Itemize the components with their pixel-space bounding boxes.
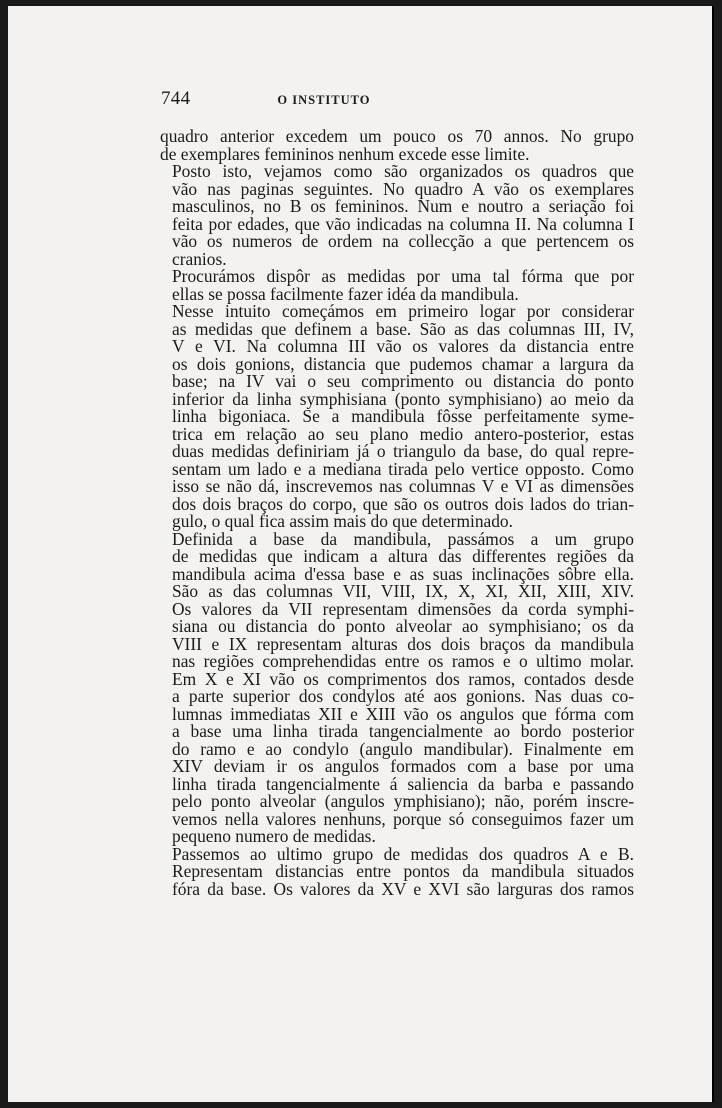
paragraph xyxy=(160,163,634,268)
text-line: Os valores da VII representam dimensões da corda symphi- xyxy=(172,598,634,619)
text-line: base; na IV vai o seu comprimento ou distancia do ponto xyxy=(172,371,634,391)
text-line: Definida a base da mandibula, passámos a um grupo xyxy=(172,528,634,549)
text-line: Posto isto, vejamos como são organizados os quadros que xyxy=(172,161,634,181)
text-line: os dois gonions, distancia que pudemos chamar a largura da xyxy=(172,353,634,374)
text-line: a base uma linha tirada tangencialmente ao bordo posterior xyxy=(172,721,634,741)
page-header xyxy=(161,88,461,110)
text-line: vão nas paginas seguintes. No quadro A vão os exemplares xyxy=(172,178,634,199)
text-line: isso se não dá, inscrevemos nas columnas V e VI as dimensões xyxy=(172,476,634,496)
text-line: Nesse intuito começámos em primeiro logar por considerar xyxy=(172,301,634,321)
text-line: de medidas que indicam a altura das differentes regiões da xyxy=(172,546,634,566)
text-line: trica em relação ao seu plano medio antero-posterior, estas xyxy=(172,423,634,444)
text-line: cranios. xyxy=(172,248,227,269)
text-line: nas regiões comprehendidas entre os ramos e o ultimo molar. xyxy=(172,651,634,671)
paragraph xyxy=(160,303,634,531)
paragraph xyxy=(160,528,634,846)
paragraph xyxy=(160,843,634,899)
text-line: vemos nella valores nenhuns, porque só conseguimos fazer um xyxy=(172,808,634,829)
running-title: O INSTITUTO xyxy=(277,93,371,107)
text-line: pequeno numero de medidas. xyxy=(172,826,376,846)
body-text xyxy=(160,128,634,898)
text-line: as medidas que definem a base. São as das columnas III, IV, xyxy=(172,318,634,339)
text-line: pelo ponto alveolar (angulos ymphisiano); não, porém inscre- xyxy=(172,791,634,811)
text-line: de exemplares femininos nenhum excede esse limite. xyxy=(160,143,530,164)
text-line: sentam um lado e a mediana tirada pelo vertice opposto. Como xyxy=(172,458,634,479)
text-line: inferior da linha symphisiana (ponto symphisiano) ao meio da xyxy=(172,388,634,409)
text-line: do ramo e ao condylo (angulo mandibular). Finalmente em xyxy=(172,738,634,759)
text-line: XIV deviam ir os angulos formados com a base por uma xyxy=(172,756,634,776)
text-line: gulo, o qual fica assim mais do que determinado. xyxy=(172,511,513,531)
text-line: quadro anterior excedem um pouco os 70 annos. No grupo xyxy=(160,126,634,146)
text-line: a parte superior dos condylos até aos gonions. Nas duas co- xyxy=(172,686,634,706)
text-line: V e VI. Na columna III vão os valores da distancia entre xyxy=(172,336,634,356)
text-line: Representam distancias entre pontos da mandibula situados xyxy=(172,861,634,881)
text-line: linha tirada tangencialmente á saliencia da barba e passando xyxy=(172,773,634,794)
text-line: mandibula acima d'essa base e as suas inclinações sôbre ella. xyxy=(172,563,634,584)
text-line: siana ou distancia do ponto alveolar ao symphisiano; os da xyxy=(172,616,634,636)
text-line: dos dois braços do corpo, que são os outros dois lados do trian- xyxy=(172,493,634,514)
text-line: Procurámos dispôr as medidas por uma tal fórma que por xyxy=(172,266,634,286)
text-line: masculinos, no B os femininos. Num e noutro a seriação foi xyxy=(172,196,634,216)
paragraph xyxy=(160,268,634,303)
text-line: VIII e IX representam alturas dos dois braços da mandibula xyxy=(172,633,634,654)
text-line: Passemos ao ultimo grupo de medidas dos quadros A e B. xyxy=(172,843,634,864)
text-line: feita por edades, que vão indicadas na columna II. Na columna I xyxy=(172,213,634,234)
text-line: vão os numeros de ordem na collecção a que pertencem os xyxy=(172,231,634,251)
paragraph xyxy=(160,128,634,163)
book-page xyxy=(8,6,714,1102)
text-line: fóra da base. Os valores da XV e XVI são larguras dos ramos xyxy=(172,878,634,899)
text-line: Em X e XI vão os comprimentos dos ramos, contados desde xyxy=(172,668,634,689)
text-line: lumnas immediatas XII e XIII vão os angulos que fórma com xyxy=(172,703,634,724)
text-line: duas medidas definiriam já o triangulo da base, do qual repre- xyxy=(172,441,634,461)
text-line: ellas se possa facilmente fazer idéa da mandibula. xyxy=(172,283,519,304)
text-line: São as das columnas VII, VIII, IX, X, XI, XII, XIII, XIV. xyxy=(172,581,634,601)
page-number: 744 xyxy=(161,88,191,109)
text-line: linha bigoniaca. Se a mandibula fôsse perfeitamente syme- xyxy=(172,406,634,426)
